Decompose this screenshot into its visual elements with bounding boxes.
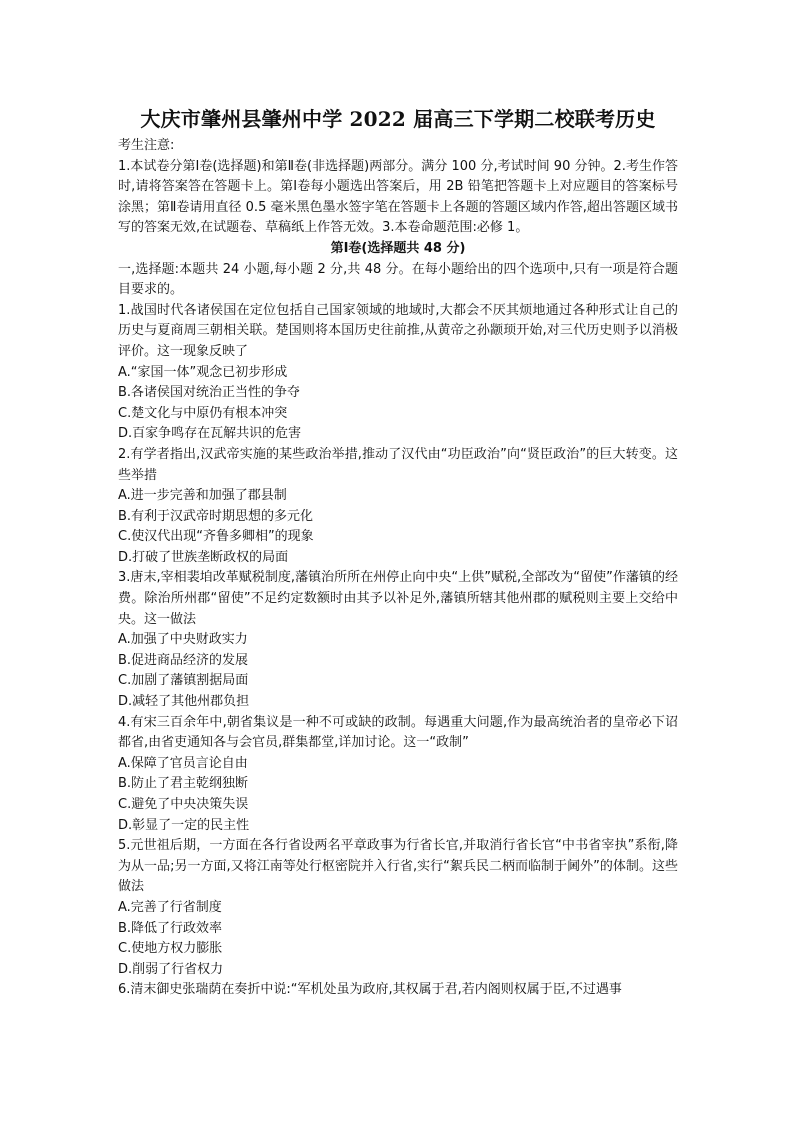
section-title: 第Ⅰ卷(选择题共 48 分) xyxy=(330,240,466,256)
question-stem: 1.战国时代各诸侯国在定位包括自己国家领域的地域时,大都会不厌其烦地通过各种形式让自己的历史与夏商周三朝相关联。楚国则将本国历史往前推,从黄帝之孙颛顼开始,对三代历史则予以消极评价。这一现象反映了 xyxy=(118,302,678,359)
option-c: C.使汉代出现“齐鲁多卿相”的现象 xyxy=(118,529,314,545)
option-b: B.有利于汉武帝时期思想的多元化 xyxy=(118,508,314,524)
option-d: D.彰显了一定的民主性 xyxy=(118,817,250,833)
option-c: C.楚文化与中原仍有根本冲突 xyxy=(118,405,288,421)
option-b: B.促进商品经济的发展 xyxy=(118,652,249,668)
exam-page xyxy=(118,104,678,1001)
question-stem: 4.有宋三百余年中,朝省集议是一种不可或缺的政制。每遇重大问题,作为最高统治者的皇帝必下诏都省,由省吏通知各与会官员,群集都堂,详加讨论。这一“政制” xyxy=(118,714,678,751)
option-a: A.进一步完善和加强了郡县制 xyxy=(118,488,287,504)
page-title: 大庆市肇州县肇州中学 2022 届高三下学期二校联考历史 xyxy=(140,107,656,131)
question-1 xyxy=(118,301,678,445)
option-c: C.使地方权力膨胀 xyxy=(118,941,223,957)
option-a: A.完善了行省制度 xyxy=(118,899,222,915)
option-c: C.加剧了藩镇割据局面 xyxy=(118,673,249,689)
notice-heading: 考生注意: xyxy=(118,138,175,153)
question-stem: 2.有学者指出,汉武帝实施的某些政治举措,推动了汉代由“功臣政治”向“贤臣政治”的巨大转变。这些举措 xyxy=(118,446,678,483)
question-stem: 3.唐末,宰相裴垍改革赋税制度,藩镇治所所在州停止向中央“上供”赋税,全部改为“留使”作藩镇的经费。除治所州郡“留使”不足约定数额时由其予以补足外,藩镇所辖其他州郡的赋税则主要上交给中央。这一做法 xyxy=(118,570,678,627)
option-d: D.削弱了行省权力 xyxy=(118,961,224,977)
question-stem: 5.元世祖后期，一方面在各行省设两名平章政事为行省长官,并取消行省长官“中书省宰执”系衔,降为从一品;另一方面,又将江南等处行枢密院并入行省,实行“絮兵民二柄而临制于阃外”的体制。这些做法 xyxy=(118,838,678,895)
question-6 xyxy=(118,980,678,1001)
instructions: 一,选择题:本题共 24 小题,每小题 2 分,共 48 分。在每小题给出的四个选项中,只有一项是符合题目要求的。 xyxy=(118,261,678,298)
option-a: A.保障了官员言论自由 xyxy=(118,755,248,771)
option-b: B.防止了君主乾纲独断 xyxy=(118,776,249,792)
notice-text: 1.本试卷分第Ⅰ卷(选择题)和第Ⅱ卷(非选择题)两部分。满分 100 分,考试时间 90 分钟。2.考生作答时,请将答案答在答题卡上。第Ⅰ卷每小题选出答案后，用 2B 铅笔把答题卡上对应题目的答案标号涂黑；第Ⅱ卷请用直径 0.5 毫米黑色墨水签字笔在答题卡上各题的答题区域内作答,超出答题区域书写的答案无效,在试题卷、草稿纸上作答无效。3.本卷命题范围:必修 1。 xyxy=(118,158,678,236)
question-stem: 6.清末御史张瑞荫在奏折中说:“军机处虽为政府,其权属于君,若内阁则权属于臣,不过遇事 xyxy=(118,982,622,998)
option-d: D.百家争鸣存在瓦解共识的危害 xyxy=(118,426,302,442)
option-d: D.减轻了其他州郡负担 xyxy=(118,694,250,710)
option-a: A.“家国一体”观念已初步形成 xyxy=(118,364,288,380)
question-3 xyxy=(118,568,678,712)
option-b: B.降低了行政效率 xyxy=(118,920,223,936)
question-5 xyxy=(118,836,678,980)
question-2 xyxy=(118,445,678,569)
option-a: A.加强了中央财政实力 xyxy=(118,632,248,648)
option-c: C.避免了中央决策失误 xyxy=(118,797,249,812)
option-d: D.打破了世族垄断政权的局面 xyxy=(118,549,289,565)
option-b: B.各诸侯国对统治正当性的争夺 xyxy=(118,385,301,401)
question-4 xyxy=(118,713,678,837)
